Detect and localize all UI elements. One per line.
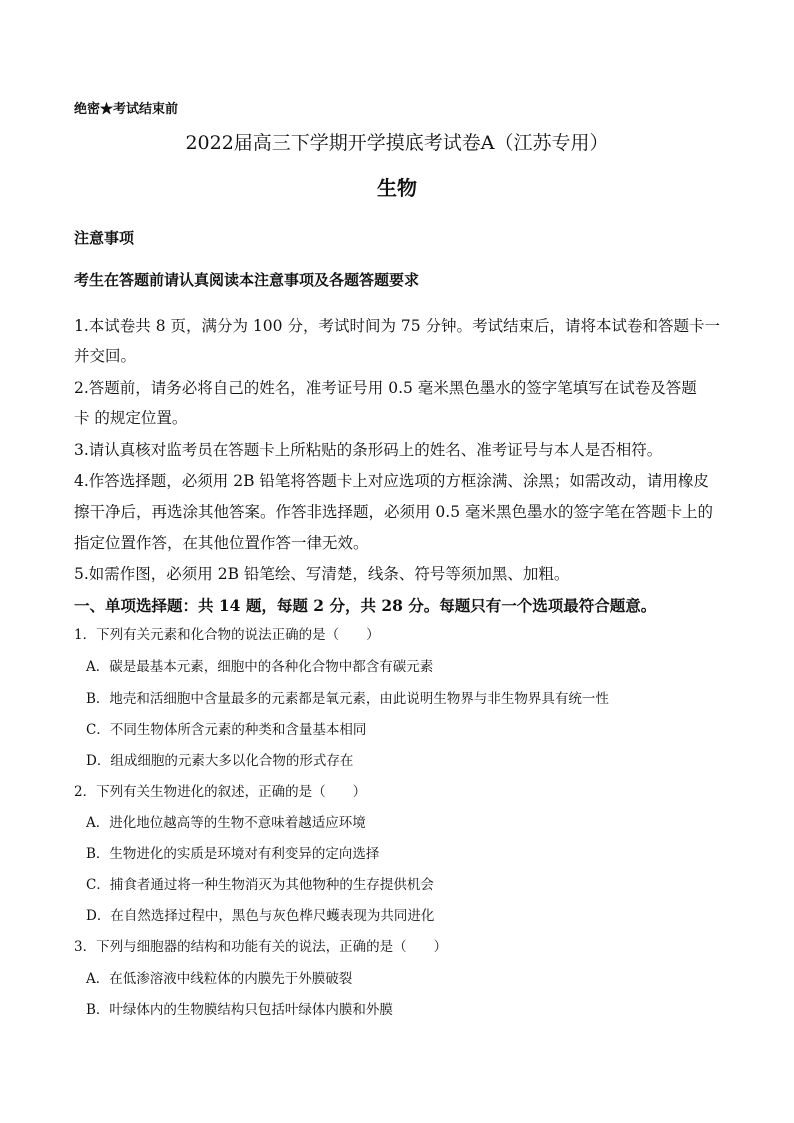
notice-line: 2.答题前，请务必将自己的姓名，准考证号用 0.5 毫米黑色墨水的签字笔填写在试卷及答题 (74, 379, 697, 397)
notice-heading: 注意事项 (74, 229, 135, 247)
question-stem: 2．下列有关生物进化的叙述，正确的是（ ） (74, 784, 367, 800)
question-option: D．组成细胞的元素大多以化合物的形式存在 (86, 753, 354, 769)
question-option: D．在自然选择过程中，黑色与灰色桦尺蠖表现为共同进化 (86, 908, 435, 924)
secret-mark: 绝密★考试结束前 (74, 102, 179, 117)
notice-intro: 考生在答题前请认真阅读本注意事项及各题答题要求 (74, 271, 420, 289)
notice-line: 并交回。 (74, 347, 137, 365)
question-option: B．叶绿体内的生物膜结构只包括叶绿体内膜和外膜 (86, 1002, 393, 1018)
notice-line: 1.本试卷共 8 页，满分为 100 分，考试时间为 75 分钟。考试结束后，请将本试卷和答题卡一 (74, 317, 721, 335)
question-option: A．碳是最基本元素，细胞中的各种化合物中都含有碳元素 (86, 659, 434, 675)
notice-line: 卡 的规定位置。 (74, 409, 188, 427)
notice-line: 3.请认真核对监考员在答题卡上所粘贴的条形码上的姓名、准考证号与本人是否相符。 (74, 441, 663, 459)
exam-title: 2022届高三下学期开学摸底考试卷A（江苏专用） (185, 132, 609, 154)
question-option: A．进化地位越高等的生物不意味着越适应环境 (86, 815, 366, 831)
question-option: C．不同生物体所含元素的种类和含量基本相同 (86, 722, 367, 738)
question-option: C．捕食者通过将一种生物消灭为其他物种的生存提供机会 (86, 877, 434, 893)
notice-line: 4.作答选择题，必须用 2B 铅笔将答题卡上对应选项的方框涂满、涂黑；如需改动，请用橡皮 (74, 472, 709, 490)
question-stem: 1．下列有关元素和化合物的说法正确的是（ ） (74, 627, 380, 643)
notice-line: 擦干净后，再选涂其他答案。作答非选择题，必须用 0.5 毫米黑色墨水的签字笔在答题卡上的 (74, 503, 714, 521)
notice-line: 指定位置作答，在其他位置作答一律无效。 (74, 534, 369, 552)
question-stem: 3．下列与细胞器的结构和功能有关的说法，正确的是（ ） (74, 939, 448, 955)
subject-title: 生物 (377, 176, 417, 200)
notice-line: 5.如需作图，必须用 2B 铅笔绘、写清楚，线条、符号等须加黑、加粗。 (74, 565, 570, 583)
question-option: A．在低渗溶液中线粒体的内膜先于外膜破裂 (86, 971, 353, 987)
section-heading: 一、单项选择题：共 14 题，每题 2 分，共 28 分。每题只有一个选项最符合题意。 (74, 596, 657, 615)
question-option: B．生物进化的实质是环境对有利变异的定向选择 (86, 846, 380, 862)
question-option: B．地壳和活细胞中含量最多的元素都是氧元素，由此说明生物界与非生物界具有统一性 (86, 691, 609, 707)
